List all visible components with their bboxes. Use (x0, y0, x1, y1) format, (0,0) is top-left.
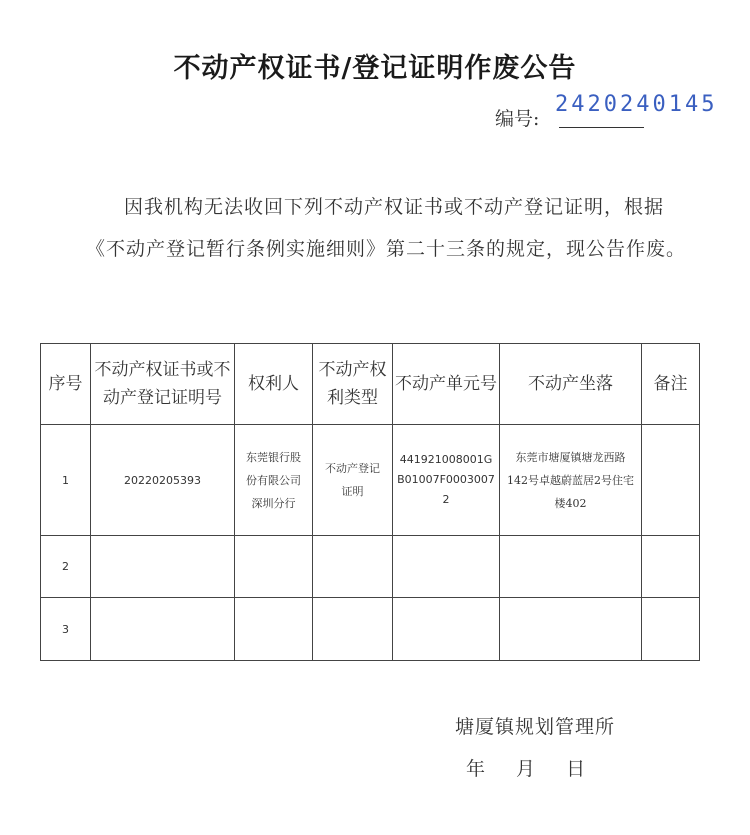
table-cell (500, 598, 642, 661)
document-title: 不动产权证书/登记证明作废公告 (173, 53, 577, 84)
table-cell (91, 598, 235, 661)
table-cell: 东莞银行股份有限公司深圳分行 (235, 425, 313, 536)
table-cell (642, 425, 700, 536)
table-cell: 3 (41, 598, 91, 661)
header-cell: 不动产权证书或不动产登记证明号 (91, 344, 235, 425)
table-row (41, 425, 700, 536)
table-cell (313, 536, 393, 598)
table-cell: 1 (41, 425, 91, 536)
table-cell: 20220205393 (91, 425, 235, 536)
table-cell (393, 536, 500, 598)
table-row (41, 598, 700, 661)
table-header-row (41, 344, 700, 425)
certificate-table (40, 343, 700, 661)
number-value: 2420240145 (555, 92, 718, 117)
number-label: 编号: (495, 108, 540, 130)
table-cell (642, 536, 700, 598)
table-cell: 东莞市塘厦镇塘龙西路142号卓越蔚蓝居2号住宅楼402 (500, 425, 642, 536)
table-cell: 441921008001GB01007F00030072 (393, 425, 500, 536)
table-cell (393, 598, 500, 661)
table-cell (235, 536, 313, 598)
header-cell: 不动产坐落 (500, 344, 642, 425)
header-cell: 备注 (642, 344, 700, 425)
notice-body (86, 186, 686, 270)
table-cell (500, 536, 642, 598)
table-cell (313, 598, 393, 661)
notice-paragraph: 因我机构无法收回下列不动产权证书或不动产登记证明，根据《不动产登记暂行条例实施细则》第二十三条的规定，现公告作废。 (86, 196, 687, 260)
issuing-organization: 塘厦镇规划管理所 (455, 716, 616, 738)
table-cell: 2 (41, 536, 91, 598)
header-cell: 不动产单元号 (393, 344, 500, 425)
document-number (495, 92, 750, 132)
issue-date: 年 月 日 (466, 758, 586, 780)
table-cell (642, 598, 700, 661)
table-row (41, 536, 700, 598)
number-underline (559, 127, 644, 128)
table-cell (235, 598, 313, 661)
header-cell: 序号 (41, 344, 91, 425)
table-cell (91, 536, 235, 598)
header-cell: 权利人 (235, 344, 313, 425)
header-cell: 不动产权利类型 (313, 344, 393, 425)
table-cell: 不动产登记证明 (313, 425, 393, 536)
